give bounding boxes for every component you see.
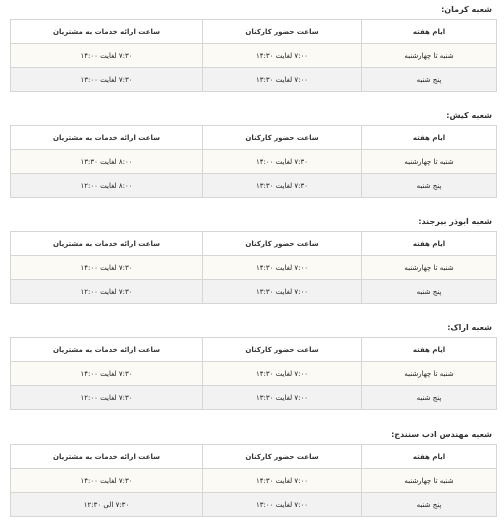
header-weekdays: ایام هفته bbox=[362, 232, 497, 256]
table-cell: پنج شنبه bbox=[362, 493, 497, 517]
table-cell: شنبه تا چهارشنبه bbox=[362, 469, 497, 493]
header-service-hours: ساعت ارائه خدمات به مشتریان bbox=[11, 338, 203, 362]
header-service-hours: ساعت ارائه خدمات به مشتریان bbox=[11, 445, 203, 469]
table-cell: ۷:۳۰ لغایت ۱۴:۰۰ bbox=[11, 469, 203, 493]
table-cell: ۷:۰۰ لغایت ۱۴:۳۰ bbox=[203, 362, 362, 386]
table-cell: ۷:۳۰ لغایت ۱۳:۰۰ bbox=[11, 68, 203, 92]
table-cell: ۷:۰۰ لغایت ۱۴:۳۰ bbox=[203, 256, 362, 280]
table-cell: شنبه تا چهارشنبه bbox=[362, 362, 497, 386]
table-row bbox=[11, 493, 497, 517]
header-service-hours: ساعت ارائه خدمات به مشتریان bbox=[11, 232, 203, 256]
header-weekdays: ایام هفته bbox=[362, 445, 497, 469]
header-staff-hours: ساعت حضور کارکنان bbox=[203, 338, 362, 362]
table-header-row bbox=[11, 338, 497, 362]
header-weekdays: ایام هفته bbox=[362, 20, 497, 44]
table-cell: ۷:۳۰ لغایت ۱۲:۰۰ bbox=[11, 280, 203, 304]
header-staff-hours: ساعت حضور کارکنان bbox=[203, 20, 362, 44]
table-cell: ۷:۰۰ لغایت ۱۳:۳۰ bbox=[203, 386, 362, 410]
table-header-row bbox=[11, 232, 497, 256]
table-cell: ۷:۳۰ الی ۱۲:۳۰ bbox=[11, 493, 203, 517]
header-staff-hours: ساعت حضور کارکنان bbox=[203, 232, 362, 256]
table-row bbox=[11, 68, 497, 92]
hours-table bbox=[10, 231, 497, 304]
table-cell: ۸:۰۰ لغایت ۱۳:۳۰ bbox=[11, 150, 203, 174]
table-cell: ۷:۳۰ لغایت ۱۳:۳۰ bbox=[203, 174, 362, 198]
table-cell: ۷:۰۰ لغایت ۱۳:۳۰ bbox=[203, 280, 362, 304]
header-service-hours: ساعت ارائه خدمات به مشتریان bbox=[11, 126, 203, 150]
header-service-hours: ساعت ارائه خدمات به مشتریان bbox=[11, 20, 203, 44]
table-cell: ۷:۳۰ لغایت ۱۴:۰۰ bbox=[11, 362, 203, 386]
hours-table bbox=[10, 337, 497, 410]
table-row bbox=[11, 386, 497, 410]
table-cell: ۷:۰۰ لغایت ۱۴:۳۰ bbox=[203, 469, 362, 493]
table-cell: پنج شنبه bbox=[362, 174, 497, 198]
table-row bbox=[11, 469, 497, 493]
table-cell: پنج شنبه bbox=[362, 386, 497, 410]
table-cell: پنج شنبه bbox=[362, 280, 497, 304]
table-cell: ۷:۳۰ لغایت ۱۲:۰۰ bbox=[11, 386, 203, 410]
header-weekdays: ایام هفته bbox=[362, 338, 497, 362]
table-header-row bbox=[11, 445, 497, 469]
table-header-row bbox=[11, 126, 497, 150]
header-weekdays: ایام هفته bbox=[362, 126, 497, 150]
branch-title: شعبه کرمان: bbox=[441, 5, 492, 14]
branch-title: شعبه کیش: bbox=[446, 111, 492, 120]
table-cell: شنبه تا چهارشنبه bbox=[362, 150, 497, 174]
table-cell: ۷:۰۰ لغایت ۱۳:۰۰ bbox=[203, 493, 362, 517]
table-cell: شنبه تا چهارشنبه bbox=[362, 256, 497, 280]
table-cell: ۷:۳۰ لغایت ۱۴:۰۰ bbox=[203, 150, 362, 174]
table-cell: ۷:۰۰ لغایت ۱۴:۳۰ bbox=[203, 44, 362, 68]
table-row bbox=[11, 150, 497, 174]
branch-title: شعبه اراک: bbox=[447, 323, 492, 332]
table-cell: ۷:۳۰ لغایت ۱۴:۰۰ bbox=[11, 44, 203, 68]
hours-table bbox=[10, 444, 497, 517]
table-cell: شنبه تا چهارشنبه bbox=[362, 44, 497, 68]
table-cell: ۸:۰۰ لغایت ۱۲:۰۰ bbox=[11, 174, 203, 198]
table-cell: ۷:۰۰ لغایت ۱۳:۳۰ bbox=[203, 68, 362, 92]
header-staff-hours: ساعت حضور کارکنان bbox=[203, 126, 362, 150]
table-row bbox=[11, 174, 497, 198]
branch-title: شعبه ابوذر بیرجند: bbox=[418, 217, 492, 226]
table-row bbox=[11, 280, 497, 304]
table-row bbox=[11, 362, 497, 386]
table-row bbox=[11, 44, 497, 68]
hours-table bbox=[10, 19, 497, 92]
header-staff-hours: ساعت حضور کارکنان bbox=[203, 445, 362, 469]
table-header-row bbox=[11, 20, 497, 44]
hours-table bbox=[10, 125, 497, 198]
table-cell: ۷:۳۰ لغایت ۱۴:۰۰ bbox=[11, 256, 203, 280]
table-row bbox=[11, 256, 497, 280]
branch-title: شعبه مهندس ادب سنندج: bbox=[391, 430, 492, 439]
table-cell: پنج شنبه bbox=[362, 68, 497, 92]
